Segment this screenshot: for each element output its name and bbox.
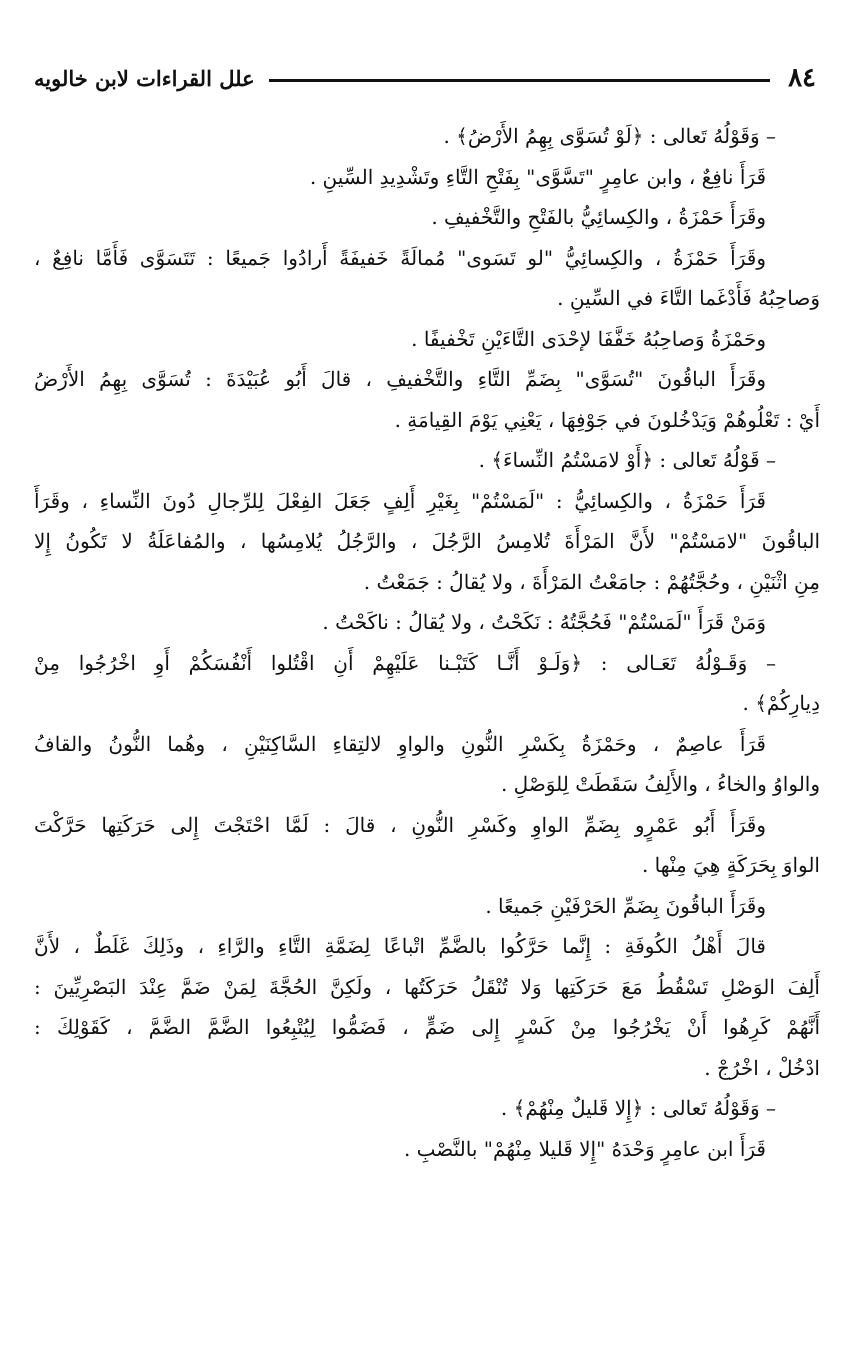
running-title: علل القراءات لابن خالويه (34, 65, 255, 91)
text-line: أَلِفَ الوَصْلِ تَسْقُطُ مَعَ حَرَكَتِها وَلا تُنْقَلُ حَرَكَتُها ، ولَكِنَّ الحُجَّةَ لِمَنْ ضَمَّ عِنْدَ البَصْرِيِّينَ : (34, 974, 820, 999)
page-body (34, 116, 820, 1169)
page-number: ٨٤ (788, 63, 816, 93)
text-line: وحَمْزَةُ وَصاحِبُهُ خَفَّفَا لإحْدَى التَّاءَيْنِ تَخْفيفًا . (411, 326, 766, 351)
text-line: مِنِ اثْنَيْنِ ، وحُجَّتُهُمْ : جامَعْتُ المَرْأَةَ ، ولا يُقالُ : جَمَعْتُ . (363, 569, 820, 594)
text-line: قَرَأَ عاصِمٌ ، وحَمْزَةُ بِكَسْرِ النُّونِ والواوِ لالتِقاءِ السَّاكِنَيْنِ ، وهُما النُّونُ والقافُ (34, 731, 766, 756)
text-line: الباقُونَ "لامَسْتُمْ" لأَنَّ المَرْأَةَ تُلامِسُ الرَّجُلَ ، والرَّجُلُ يُلامِسُها ، والمُفاعَلَةُ لا تَكُونُ إِلا (34, 529, 820, 553)
text-line: ادْخُلْ ، اخْرُجْ . (704, 1055, 820, 1080)
text-line: وقَرَأَ أَبُو عَمْرٍو بِضَمِّ الواوِ وكَسْرِ النُّونِ ، قالَ : لَمَّا احْتَجْتَ إِلى حَرَكَتِها حَرَّكْتَ (34, 812, 766, 837)
text-line: قَرَأَ نافِعٌ ، وابن عامِرٍ "تَسَّوَّى" بِفَتْحِ التَّاءِ وتَشْدِيدِ السِّينِ . (309, 164, 766, 189)
text-line: وقَرَأَ الباقُونَ "تُسَوَّى" بِضَمِّ التَّاءِ والتَّخْفيفِ ، قالَ أَبُو عُبَيْدَةَ : تُسَوَّى بِهِمُ الأَرْضُ (34, 367, 766, 391)
text-line: – قَوْلُهُ تَعالى : ﴿أَوْ لامَسْتُمُ النِّساءَ﴾ . (478, 448, 776, 472)
text-line: قالَ أَهْلُ الكُوفَةِ : إِنَّما حَرَّكُوا بالضَّمِّ اتْباعًا لِضَمَّةِ التَّاءِ والرَّاءِ ، وذَلِكَ غَلَطٌ ، لأَنَّ (34, 934, 766, 958)
text-line: قَرَأَ حَمْزَةُ ، والكِسائِيُّ : "لَمَسْتُمْ" بِغَيْرِ أَلِفٍ جَعَلَ الفِعْلَ لِلرِّجالِ دُونَ النِّساءِ ، وقَرَأَ (34, 488, 766, 513)
header-rule (269, 79, 770, 82)
text-line: – وَقَوْلُهُ تَعالى : ﴿إِلا قَليلٌ مِنْهُمْ﴾ . (500, 1096, 776, 1120)
page-header (34, 60, 816, 96)
text-line: – وَقَوْلُهُ تَعالى : ﴿لَوْ تُسَوَّى بِهِمُ الأَرْضُ﴾ . (443, 124, 776, 148)
text-line: والواوُ والخاءُ ، والأَلِفُ سَقَطَتْ لِلوَصْلِ . (500, 772, 820, 796)
text-line: دِيارِكُمْ﴾ . (742, 691, 820, 715)
text-line: قَرَأَ ابن عامِرٍ وَحْدَهُ "إِلا قَليلا مِنْهُمْ" بالنَّصْبِ . (403, 1136, 766, 1161)
text-line: أَيْ : تَعْلُوهُمْ وَيَدْخُلونَ في جَوْفِهَا ، يَعْنِي يَوْمَ القِيامَةِ . (394, 407, 820, 432)
text-line: – وَقَـوْلُهُ تَعَـالى : ﴿وَلَـوْ أَنَّـا كَتَبْـنا عَلَيْهِمْ أَنِ اقْتُلوا أَنْفُسَكُمْ أَوِ اخْرُجُوا مِنْ (34, 650, 776, 675)
text-line: أَنَّهُمْ كَرِهُوا أَنْ يَخْرُجُوا مِنْ كَسْرٍ إِلى ضَمٍّ ، فَضَمُّوا لِيُتْبِعُوا الضَّمَّ الضَّمَّ ، كَقَوْلِكَ : (34, 1015, 820, 1039)
text-line: وقَرَأَ حَمْزَةُ ، والكِسائِيُّ بالفَتْحِ والتَّخْفيفِ . (431, 205, 766, 229)
text-line: وقَرَأَ الباقُونَ بِضَمِّ الحَرْفَيْنِ جَميعًا . (485, 893, 766, 918)
text-line: وَصاحِبُهُ فَأَدْغَما التَّاءَ في السِّينِ . (557, 286, 820, 310)
text-line: وَمَنْ قَرَأَ "لَمَسْتُمْ" فَحُجَّتُهُ : نَكَحْتُ ، ولا يُقالُ : ناكَحْتُ . (322, 610, 766, 634)
text-line: وقَرَأَ حَمْزَةُ ، والكِسائِيُّ "لو تَسَوى" مُمالَةً خَفيفَةً أَرادُوا جَميعًا : تَتَسَوَّى فَأَمَّا نافِعٌ ، (34, 245, 766, 270)
text-line: الواوَ بِحَرَكَةٍ هِيَ مِنْها . (641, 853, 820, 877)
